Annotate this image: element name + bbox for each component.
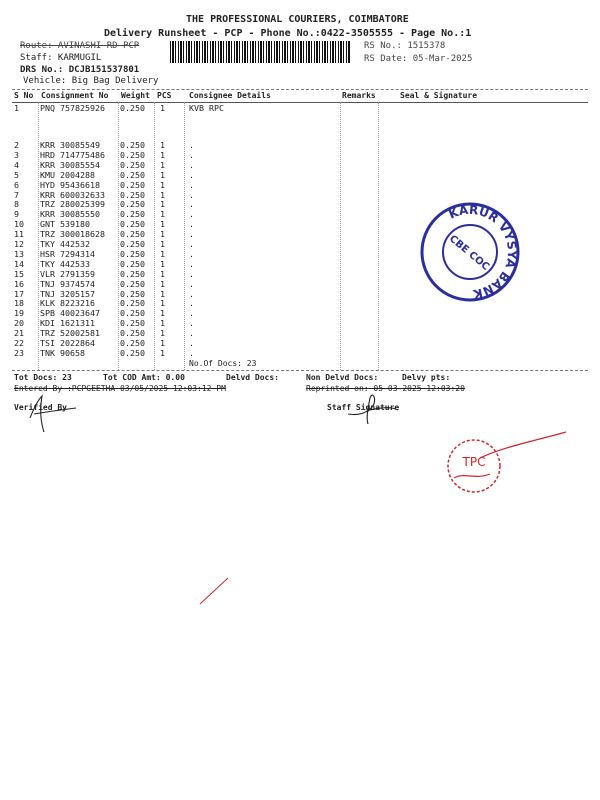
no-of-docs: No.Of Docs: 23 bbox=[189, 359, 257, 368]
row-sno: 4 bbox=[14, 159, 19, 170]
row-pcs: 1 bbox=[160, 347, 165, 358]
row-sno: 11 bbox=[14, 229, 24, 240]
row-consignment: PNQ 757825926 bbox=[40, 103, 105, 113]
company-name: THE PROFESSIONAL COURIERS, COIMBATORE bbox=[186, 14, 409, 25]
row-consignment: KRR 30085550 bbox=[40, 209, 100, 220]
row-weight: 0.250 bbox=[120, 328, 145, 339]
row-pcs: 1 bbox=[160, 298, 165, 309]
col-pcs: PCS bbox=[157, 91, 172, 100]
col-sno: S No bbox=[14, 91, 34, 100]
row-sno: 21 bbox=[14, 328, 24, 339]
row-consignee: . bbox=[189, 219, 194, 230]
row-consignment: TNJ 9374574 bbox=[40, 278, 95, 289]
col-consignee: Consignee Details bbox=[189, 91, 271, 100]
row-sno: 18 bbox=[14, 298, 24, 309]
drs-number: DRS No.: DCJB151537801 bbox=[20, 65, 140, 75]
row-pcs: 1 bbox=[160, 308, 165, 319]
seal-branch: CBE COC bbox=[446, 233, 492, 273]
rs-date: RS Date: 05-Mar-2025 bbox=[364, 54, 473, 64]
row-pcs: 1 bbox=[160, 288, 165, 299]
row-consignee: . bbox=[189, 298, 194, 309]
row-pcs: 1 bbox=[160, 258, 165, 269]
row-sno: 16 bbox=[14, 278, 24, 289]
row-consignment: KRR 30085549 bbox=[40, 140, 100, 150]
row-pcs: 1 bbox=[160, 219, 165, 230]
row-pcs: 1 bbox=[160, 209, 165, 220]
row-sno: 20 bbox=[14, 318, 24, 329]
row-weight: 0.250 bbox=[120, 248, 145, 259]
row-consignee: . bbox=[189, 229, 194, 240]
row-consignee: . bbox=[189, 149, 194, 160]
row-sno: 2 bbox=[14, 140, 19, 150]
reprinted-on: Reprinted on: 05-03-2025 12:03:20 bbox=[306, 384, 465, 393]
staff-signature-mark bbox=[340, 386, 400, 426]
staff-signature: Staff Signature bbox=[327, 403, 400, 412]
row-consignment: HRD 714775486 bbox=[40, 149, 105, 160]
non-delvd-docs: Non Delvd Docs: bbox=[306, 373, 379, 382]
delvy-pts: Delvy pts: bbox=[402, 373, 451, 382]
barcode bbox=[170, 41, 350, 63]
row-consignee: . bbox=[189, 248, 194, 259]
row-pcs: 1 bbox=[160, 268, 165, 279]
runsheet-title: Delivery Runsheet - PCP - Phone No.:0422-3505555 - Page No.:1 bbox=[104, 28, 472, 39]
table-bottom-rule bbox=[12, 370, 588, 371]
row-consignment: HSR 7294314 bbox=[40, 248, 95, 259]
row-consignment: TSI 2022864 bbox=[40, 338, 95, 348]
row-weight: 0.250 bbox=[120, 318, 145, 329]
row-consignee: . bbox=[189, 140, 194, 150]
verified-by: Verified By bbox=[14, 403, 67, 412]
row-consignee: . bbox=[189, 347, 194, 358]
row-consignment: KLK 8223216 bbox=[40, 298, 95, 309]
row-pcs: 1 bbox=[160, 229, 165, 240]
vehicle-label: Vehicle: Big Bag Delivery bbox=[23, 76, 159, 86]
row-consignment: KMU 2004288 bbox=[40, 169, 95, 180]
row-weight: 0.250 bbox=[120, 308, 145, 319]
col-weight: Weight bbox=[121, 91, 150, 100]
bank-seal-stamp bbox=[418, 200, 522, 304]
row-weight: 0.250 bbox=[120, 169, 145, 180]
row-consignment: SPB 40023647 bbox=[40, 308, 100, 319]
row-pcs: 1 bbox=[160, 140, 165, 150]
row-pcs: 1 bbox=[160, 248, 165, 259]
row-sno: 12 bbox=[14, 239, 24, 249]
tpc-text: TPC bbox=[462, 455, 486, 469]
row-sno: 17 bbox=[14, 288, 24, 299]
entered-by: Entered By :PCPGEETHA 03/05/2025 12:03:12 PM bbox=[14, 384, 226, 393]
row-weight: 0.250 bbox=[120, 239, 145, 249]
row-consignee: KVB RPC bbox=[189, 103, 224, 113]
table-row bbox=[0, 171, 600, 181]
row-pcs: 1 bbox=[160, 169, 165, 180]
row-consignment: TNK 90658 bbox=[40, 347, 85, 358]
row-pcs: 1 bbox=[160, 103, 165, 113]
row-pcs: 1 bbox=[160, 149, 165, 160]
row-consignee: . bbox=[189, 169, 194, 180]
row-consignee: . bbox=[189, 268, 194, 279]
row-consignment: TRZ 280025399 bbox=[40, 199, 105, 210]
table-row bbox=[0, 339, 600, 349]
row-sno: 5 bbox=[14, 169, 19, 180]
row-sno: 19 bbox=[14, 308, 24, 319]
row-sno: 9 bbox=[14, 209, 19, 220]
row-consignee: . bbox=[189, 179, 194, 190]
row-consignee: . bbox=[189, 258, 194, 269]
staff-label: Staff: KARMUGIL bbox=[20, 53, 102, 63]
table-row bbox=[0, 181, 600, 191]
row-consignment: TNJ 3205157 bbox=[40, 288, 95, 299]
row-weight: 0.250 bbox=[120, 189, 145, 200]
red-pen-mark bbox=[196, 574, 232, 608]
row-pcs: 1 bbox=[160, 278, 165, 289]
row-pcs: 1 bbox=[160, 179, 165, 190]
row-sno: 1 bbox=[14, 103, 19, 113]
row-pcs: 1 bbox=[160, 189, 165, 200]
row-consignee: . bbox=[189, 318, 194, 329]
col-remarks: Remarks bbox=[342, 91, 376, 100]
route-label: Route: AVINASHI RD PCP bbox=[20, 41, 140, 51]
row-sno: 14 bbox=[14, 258, 24, 269]
row-consignment: KRR 30085554 bbox=[40, 159, 100, 170]
verifier-signature-mark bbox=[20, 390, 80, 435]
row-weight: 0.250 bbox=[120, 179, 145, 190]
row-sno: 13 bbox=[14, 248, 24, 259]
row-consignee: . bbox=[189, 199, 194, 210]
row-sno: 7 bbox=[14, 189, 19, 200]
row-weight: 0.250 bbox=[120, 140, 145, 150]
row-consignment: TKY 442532 bbox=[40, 239, 90, 249]
row-consignment: HYD 95436618 bbox=[40, 179, 100, 190]
row-weight: 0.250 bbox=[120, 347, 145, 358]
row-consignment: TRZ 300018628 bbox=[40, 229, 105, 240]
tot-docs: Tot Docs: 23 bbox=[14, 373, 72, 382]
row-weight: 0.250 bbox=[120, 338, 145, 348]
row-weight: 0.250 bbox=[120, 149, 145, 160]
row-weight: 0.250 bbox=[120, 103, 145, 113]
row-sno: 23 bbox=[14, 347, 24, 358]
row-pcs: 1 bbox=[160, 338, 165, 348]
table-row bbox=[0, 104, 600, 114]
row-weight: 0.250 bbox=[120, 159, 145, 170]
row-pcs: 1 bbox=[160, 159, 165, 170]
tpc-stamp bbox=[440, 428, 570, 508]
row-weight: 0.250 bbox=[120, 278, 145, 289]
seal-bank-name: KARUR VYSYA BANK bbox=[446, 202, 520, 301]
row-consignment: KDI 1621311 bbox=[40, 318, 95, 329]
row-sno: 8 bbox=[14, 199, 19, 210]
row-sno: 10 bbox=[14, 219, 24, 230]
row-consignee: . bbox=[189, 328, 194, 339]
row-pcs: 1 bbox=[160, 239, 165, 249]
row-pcs: 1 bbox=[160, 199, 165, 210]
tot-cod: Tot COD Amt: 0.00 bbox=[103, 373, 185, 382]
row-sno: 22 bbox=[14, 338, 24, 348]
row-weight: 0.250 bbox=[120, 298, 145, 309]
row-weight: 0.250 bbox=[120, 219, 145, 230]
row-consignment: VLR 2791359 bbox=[40, 268, 95, 279]
row-weight: 0.250 bbox=[120, 229, 145, 240]
row-weight: 0.250 bbox=[120, 199, 145, 210]
row-consignment: KRR 600032633 bbox=[40, 189, 105, 200]
row-consignee: . bbox=[189, 189, 194, 200]
table-row bbox=[0, 349, 600, 359]
row-consignee: . bbox=[189, 159, 194, 170]
col-consignment: Consignment No bbox=[41, 91, 109, 100]
row-consignment: TRZ 52002581 bbox=[40, 328, 100, 339]
row-consignee: . bbox=[189, 338, 194, 348]
col-seal: Seal & Signature bbox=[400, 91, 478, 100]
row-consignee: . bbox=[189, 209, 194, 220]
row-weight: 0.250 bbox=[120, 268, 145, 279]
row-sno: 3 bbox=[14, 149, 19, 160]
table-top-rule bbox=[12, 89, 588, 90]
row-consignment: TKY 442533 bbox=[40, 258, 90, 269]
row-sno: 6 bbox=[14, 179, 19, 190]
delvd-docs: Delvd Docs: bbox=[226, 373, 279, 382]
row-weight: 0.250 bbox=[120, 209, 145, 220]
row-pcs: 1 bbox=[160, 318, 165, 329]
row-consignee: . bbox=[189, 308, 194, 319]
rs-number: RS No.: 1515378 bbox=[364, 41, 446, 51]
row-consignee: . bbox=[189, 239, 194, 249]
row-consignment: GNT 539180 bbox=[40, 219, 90, 230]
row-consignee: . bbox=[189, 278, 194, 289]
row-weight: 0.250 bbox=[120, 258, 145, 269]
row-consignee: . bbox=[189, 288, 194, 299]
row-weight: 0.250 bbox=[120, 288, 145, 299]
row-pcs: 1 bbox=[160, 328, 165, 339]
row-sno: 15 bbox=[14, 268, 24, 279]
